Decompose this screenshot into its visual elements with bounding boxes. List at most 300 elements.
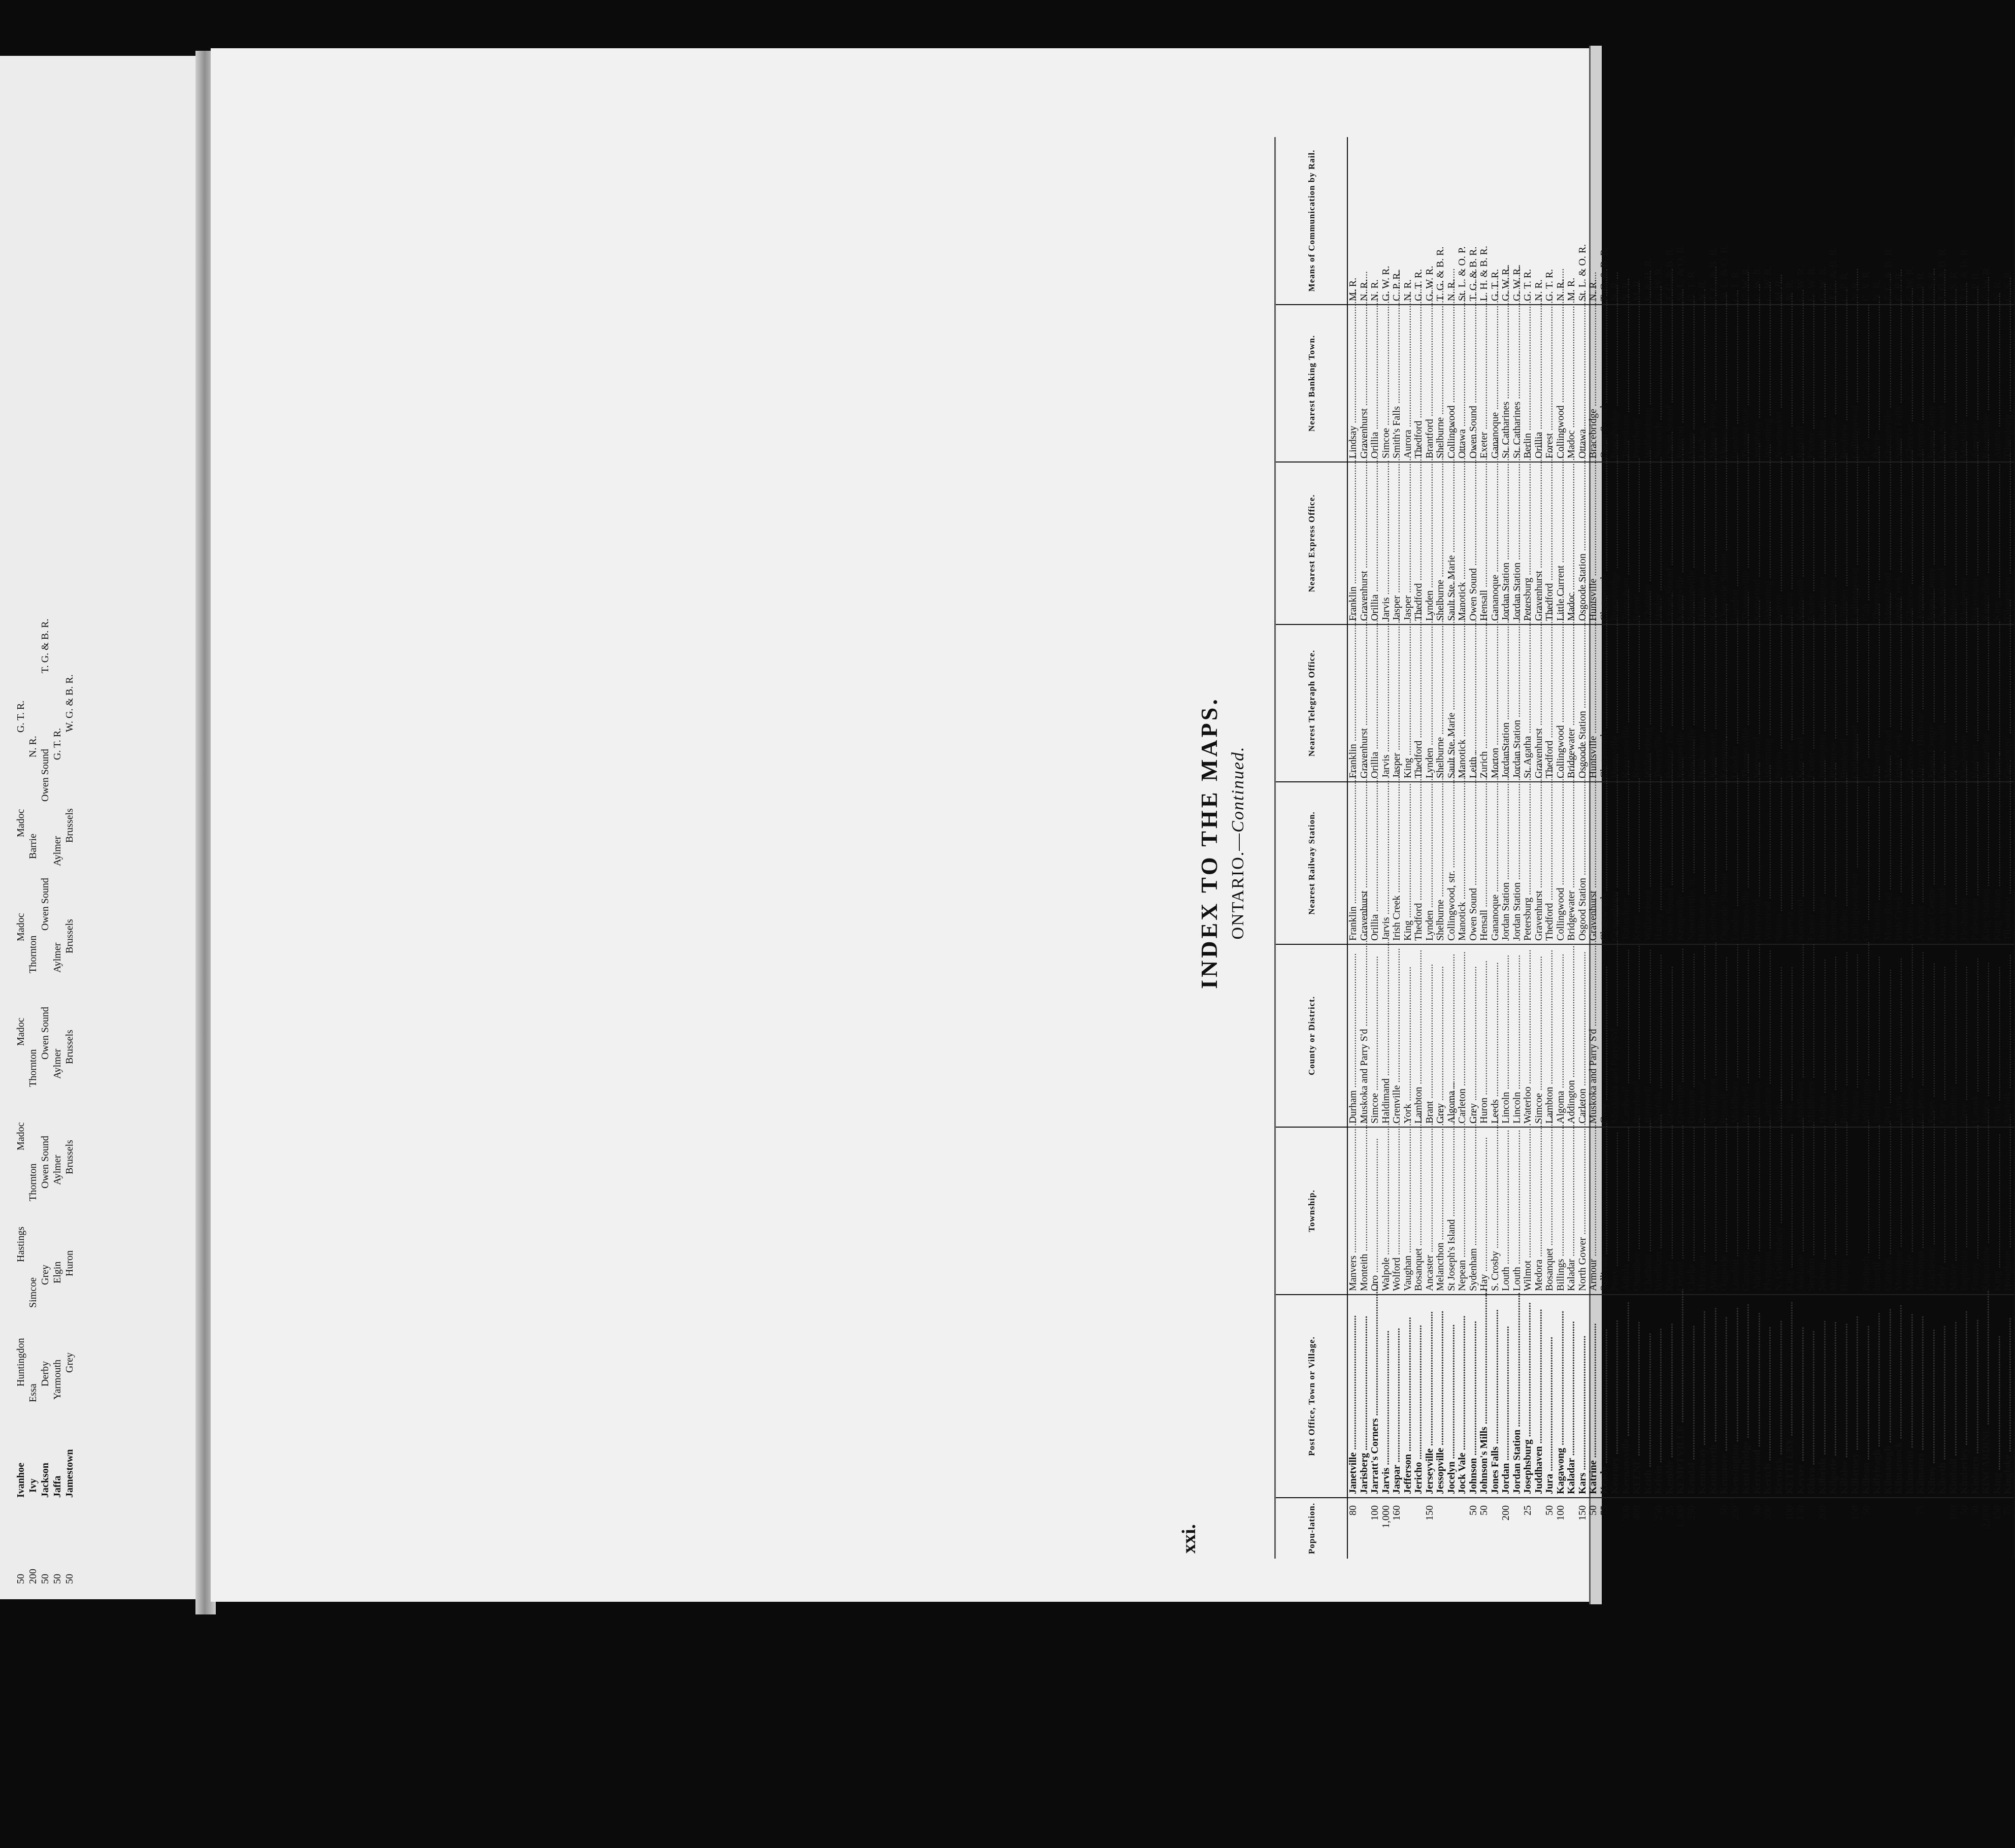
table-row — [1599, 137, 1610, 1559]
left-page-cell: Thornton — [27, 1049, 39, 1087]
cell-town: Kent Bridge ..... — [1741, 1295, 1752, 1498]
cell-telegraph-office: King ..... — [1403, 624, 1414, 782]
table-row — [1937, 137, 1948, 1559]
cell-population: 100 — [1784, 1505, 1795, 1521]
cell-banking-town: Orono ..... — [1687, 305, 1698, 462]
left-page-cell: Aylmer — [52, 942, 63, 973]
table-row — [1992, 137, 2003, 1559]
cell-rail-communication: N. R. — [1588, 137, 1599, 305]
cell-county: Grey ..... — [1599, 944, 1610, 1127]
cell-banking-town: Mount Forest ..... — [1708, 305, 1720, 462]
cell-rail-communication: T. G. & B. R. — [1435, 137, 1446, 305]
cell-railway-station: Exeter ..... — [1806, 782, 1818, 944]
cell-banking-town: Ottawa ..... — [1719, 305, 1730, 462]
cell-town: Kinburn ..... — [1970, 1295, 1981, 1498]
table-row — [1556, 137, 1567, 1559]
table-row — [1763, 137, 1774, 1559]
cell-county: Algoma ..... — [1446, 944, 1458, 1127]
cell-express-office: Jordan Station ..... — [1501, 462, 1512, 624]
cell-banking-town: Essex Centre ..... — [1927, 305, 1938, 462]
cell-population: 50 — [1719, 1505, 1730, 1515]
table-row — [1479, 137, 1490, 1559]
cell-population — [1610, 1498, 1621, 1559]
cell-express-office: Owen Sound ..... — [1937, 462, 1948, 624]
table-row — [1774, 137, 1785, 1559]
cell-telegraph-office: Kerrwood ..... — [1752, 624, 1763, 782]
cell-railway-station: Kimball ..... — [1948, 782, 1960, 944]
cell-telegraph-office: Glencoe ..... — [1905, 624, 1916, 782]
cell-express-office: Kerrwood ..... — [1752, 462, 1763, 624]
cell-township: Sullivan ..... — [1599, 1127, 1610, 1295]
cell-express-office: Shelburne ..... — [1828, 462, 1839, 624]
cell-township: Otonabee ..... — [1632, 1127, 1643, 1295]
cell-township: Stephen ..... — [1806, 1127, 1818, 1295]
cell-railway-station: Collingwood, str. ..... — [1850, 782, 1861, 944]
cell-railway-station: Glencoe ..... — [1905, 782, 1916, 944]
cell-county: York ..... — [1774, 944, 1785, 1127]
cell-population — [1697, 1498, 1708, 1559]
cell-population — [1927, 1498, 1938, 1559]
cell-town: King ..... — [1992, 1295, 2003, 1498]
cell-population: 80 — [1347, 1505, 1359, 1515]
cell-township: Clarke ..... — [1687, 1127, 1698, 1295]
cell-banking-town: Orangeville ..... — [1883, 305, 1894, 462]
cell-railway-station: Haliburton ..... — [1697, 782, 1708, 944]
cell-express-office: Jasper ..... — [1392, 462, 1403, 624]
left-page-cell: Owen Sound — [40, 878, 51, 931]
cell-rail-communication: T. G. & B. R. — [1883, 137, 1894, 305]
cell-rail-communication: St. L. & O. R. — [1675, 137, 1687, 305]
cell-banking-town: Owen Sound ..... — [1468, 305, 1479, 462]
left-page-cell: Madoc — [15, 1121, 26, 1150]
cell-express-office: Owen Sound ..... — [1665, 462, 1676, 624]
left-page-cell: Brussels — [64, 1029, 75, 1064]
cell-telegraph-office: Essex Centre ..... — [1927, 624, 1938, 782]
cell-population: 300 — [1620, 1505, 1632, 1521]
left-page-row — [40, 234, 51, 1604]
cell-township: Billings ..... — [1556, 1127, 1567, 1295]
cell-rail-communication: G. W. R. — [1381, 137, 1392, 305]
cell-telegraph-office: Owen Sound ..... — [1937, 624, 1948, 782]
cell-population: 250 — [1686, 1505, 1697, 1521]
cell-township: Mulmur ..... — [1828, 1127, 1839, 1295]
cell-railway-station: Orillia ..... — [1370, 782, 1381, 944]
cell-town: KEMPTVILLE ..... — [1675, 1295, 1687, 1498]
cell-banking-town: Smith's Falls ..... — [1392, 305, 1403, 462]
cell-county: Simcoe ..... — [1828, 944, 1839, 1127]
cell-banking-town: Thamesville ..... — [1741, 305, 1752, 462]
cell-express-office: Petersburg ..... — [1523, 462, 1534, 624]
subtitle-continued: Continued. — [1229, 746, 1247, 833]
cell-telegraph-office: Fitzroy Harbour ..... — [1915, 624, 1927, 782]
cell-telegraph-office: London ..... — [1730, 624, 1741, 782]
cell-express-office: Kemptville ..... — [1675, 462, 1687, 624]
cell-town: Jaspar ..... — [1392, 1295, 1403, 1498]
cell-express-office: Kenilworth ..... — [1708, 462, 1720, 624]
cell-county: Peterboro' ..... — [1697, 944, 1708, 1127]
cell-express-office: Thedford ..... — [1413, 462, 1425, 624]
table-row — [1915, 137, 1927, 1559]
table-row — [1643, 137, 1654, 1559]
cell-rail-communication: G. T. R. — [1523, 137, 1534, 305]
cell-town: Jerseyville ..... — [1425, 1295, 1436, 1498]
table-row — [1730, 137, 1741, 1559]
cell-railway-station: Mono Road ..... — [1883, 782, 1894, 944]
column-header-rail-communication: Means of Communication by Rail. — [1275, 137, 1348, 305]
cell-banking-town: Berlin ..... — [1523, 305, 1534, 462]
cell-county: Muskoka and Parry S'd ..... — [1588, 944, 1599, 1127]
cell-express-office: Little Current ..... — [1556, 462, 1567, 624]
cell-railway-station: Gravenhurst ..... — [1359, 782, 1370, 944]
cell-township: Kaladar ..... — [1566, 1127, 1577, 1295]
cell-township: Metcalfe ..... — [1905, 1127, 1916, 1295]
table-row — [1785, 137, 1796, 1559]
cell-population — [1512, 1498, 1523, 1559]
table-row — [1392, 137, 1403, 1559]
cell-rail-communication: N. R. — [1785, 137, 1796, 305]
left-page-cell: Grey — [64, 1352, 75, 1373]
table-row — [1981, 137, 1992, 1559]
cell-county: Middlesex ..... — [1905, 944, 1916, 1127]
cell-population: 100 — [1555, 1505, 1566, 1521]
table-row — [1796, 137, 1807, 1559]
table-row — [1425, 137, 1436, 1559]
cell-railway-station: Osgood Station ..... — [1577, 782, 1589, 944]
left-page-row — [52, 234, 63, 1604]
cell-town: Jura ..... — [1544, 1295, 1556, 1498]
cell-population: 25 — [1522, 1505, 1533, 1515]
cell-town: Killyleagh ..... — [1872, 1295, 1883, 1498]
cell-railway-station: Jordan Station ..... — [1501, 782, 1512, 944]
cell-county: Grey ..... — [1468, 944, 1479, 1127]
cell-county: Lanark ..... — [1894, 944, 1905, 1127]
cell-county: York ..... — [1403, 944, 1414, 1127]
cell-express-office: Kerrwood ..... — [1796, 462, 1807, 624]
cell-town: Johnson's Mills ..... — [1479, 1295, 1490, 1498]
cell-express-office: Sutton ..... — [1774, 462, 1785, 624]
table-row — [1610, 137, 1621, 1559]
left-page-cell: Hastings — [15, 1226, 26, 1262]
cell-railway-station: Wanstead ..... — [1763, 782, 1774, 944]
cell-rail-communication: M. R. — [1774, 137, 1785, 305]
cell-rail-communication: G. T. R. — [1413, 137, 1425, 305]
index-page — [426, 127, 2013, 1559]
table-row — [1665, 137, 1676, 1559]
cell-county: Lambton ..... — [1763, 944, 1774, 1127]
cell-rail-communication: G. T. R. — [1730, 137, 1741, 305]
cell-town: Jessopville ..... — [1435, 1295, 1446, 1498]
left-page-cell: Grey — [40, 1265, 51, 1285]
cell-telegraph-office: Zurich ..... — [1479, 624, 1490, 782]
cell-telegraph-office: Guysboro' ..... — [2003, 624, 2014, 782]
column-header-town: Post Office, Town or Village. — [1275, 1295, 1348, 1498]
cell-telegraph-office: Brigden ..... — [1948, 624, 1960, 782]
cell-county: Brant ..... — [1425, 944, 1436, 1127]
cell-rail-communication: G. W. R. — [1654, 137, 1665, 305]
cell-county: Renfrew ..... — [1839, 944, 1851, 1127]
cell-rail-communication: G. W. R. — [1512, 137, 1523, 305]
cell-town: Kearney ..... — [1610, 1295, 1621, 1498]
cell-rail-communication: N. R. — [1621, 137, 1632, 305]
cell-township: North Gower ..... — [1577, 1127, 1589, 1295]
left-page-cell: Huntingdon — [15, 1338, 26, 1387]
table-row — [1501, 137, 1512, 1559]
cell-population: 250 — [1653, 1505, 1664, 1521]
cell-population — [1534, 1498, 1545, 1559]
cell-banking-town: St. Catharines ..... — [1501, 305, 1512, 462]
cell-banking-town: Tottenham ..... — [1621, 305, 1632, 462]
cell-population: 150 — [1576, 1505, 1588, 1521]
table-row — [1850, 137, 1861, 1559]
table-row — [1818, 137, 1829, 1559]
cell-township: Melancthon ..... — [1435, 1127, 1446, 1295]
cell-express-office: Brigden ..... — [1948, 462, 1960, 624]
cell-rail-communication: St. L. & O. P. — [1457, 137, 1468, 305]
cell-population — [1883, 1498, 1894, 1559]
cell-town: Jock Vale ..... — [1457, 1295, 1468, 1498]
cell-banking-town: Collingwood ..... — [1556, 305, 1567, 462]
cell-banking-town: Renfrew ..... — [1839, 305, 1851, 462]
cell-population: 75 — [1598, 1505, 1610, 1515]
cell-town: Kendal ..... — [1687, 1295, 1698, 1498]
cell-rail-communication: N. R. — [1403, 137, 1414, 305]
cell-town: Kilmaurs ..... — [1915, 1295, 1927, 1498]
cell-town: Kerrwood ..... — [1752, 1295, 1763, 1498]
cell-county: Algoma ..... — [1850, 944, 1861, 1127]
cell-express-office: Osgoode Station ..... — [1719, 462, 1730, 624]
cell-banking-town: Shelburne ..... — [1828, 305, 1839, 462]
cell-telegraph-office: Kinburn ..... — [1970, 624, 1981, 782]
cell-telegraph-office: Newtonville ..... — [1687, 624, 1698, 782]
cell-population — [1446, 1498, 1458, 1559]
cell-township: Monteith ..... — [1359, 1127, 1370, 1295]
cell-banking-town: Lindsay ..... — [1347, 305, 1359, 462]
cell-express-office: Thamesville ..... — [1741, 462, 1752, 624]
cell-railway-station: Aurora ..... — [1785, 782, 1796, 944]
left-page-cell: Aylmer — [52, 1048, 63, 1079]
cell-telegraph-office: Thornton ..... — [1872, 624, 1883, 782]
table-body — [1347, 137, 2014, 1559]
table-row — [1446, 137, 1458, 1559]
cell-township: Nelson ..... — [1818, 1127, 1829, 1295]
column-header-banking-town: Nearest Banking Town. — [1275, 305, 1348, 462]
left-page-cell: Yarmouth — [52, 1359, 63, 1400]
cell-rail-communication: T. G. & B. R. — [1937, 137, 1948, 305]
cell-banking-town: Lindsay ..... — [1697, 305, 1708, 462]
table-row — [1872, 137, 1883, 1559]
cell-rail-communication: N. R. — [1872, 137, 1883, 305]
left-page-cell: 50 — [64, 1574, 75, 1584]
cell-rail-communication: G. T. R. — [1490, 137, 1501, 305]
cell-banking-town: Peterboro' ..... — [1632, 305, 1643, 462]
cell-telegraph-office: Morton ..... — [1490, 624, 1501, 782]
cell-telegraph-office: Wyoming ..... — [1763, 624, 1774, 782]
cell-township: Harcourt ..... — [1697, 1127, 1708, 1295]
cell-railway-station: Osgoode Station ..... — [1719, 782, 1730, 944]
cell-telegraph-office: Primrose ..... — [1828, 624, 1839, 782]
cell-railway-station: Essex Centre ..... — [1927, 782, 1938, 944]
cell-town: Kilgorie ..... — [1828, 1295, 1839, 1498]
table-row — [1828, 137, 1839, 1559]
table-row — [1512, 137, 1523, 1559]
cell-railway-station: Keene ..... — [1632, 782, 1643, 944]
cell-banking-town: Arnprior ..... — [1970, 305, 1981, 462]
table-row — [1654, 137, 1665, 1559]
cell-express-office: Manotick ..... — [1457, 462, 1468, 624]
cell-express-office: Mono Road ..... — [1883, 462, 1894, 624]
cell-express-office: Cobden ..... — [1839, 462, 1851, 624]
table-row — [1708, 137, 1720, 1559]
cell-county: Grenville ..... — [1675, 944, 1687, 1127]
table-row — [2003, 137, 2014, 1559]
cell-population — [1741, 1498, 1752, 1559]
cell-telegraph-office: Manotick ..... — [1457, 624, 1468, 782]
column-header-express-office: Nearest Express Office. — [1275, 462, 1348, 624]
cell-county: Middlesex ..... — [1752, 944, 1763, 1127]
cell-rail-communication: G. W. R. — [1752, 137, 1763, 305]
cell-town: Keith ..... — [1643, 1295, 1654, 1498]
cell-express-office: Galt ..... — [1861, 462, 1872, 624]
cell-express-office: Essex Centre ..... — [1927, 462, 1938, 624]
cell-county: Middlesex ..... — [1730, 944, 1741, 1127]
cell-telegraph-office: Jarvis ..... — [1381, 624, 1392, 782]
cell-express-office: King ..... — [1992, 462, 2003, 624]
cell-township: King ..... — [1785, 1127, 1796, 1295]
cell-town: Johnson ..... — [1468, 1295, 1479, 1498]
table-row — [1632, 137, 1643, 1559]
cell-banking-town: Shelburne ..... — [1435, 305, 1446, 462]
cell-express-office: Shelburne ..... — [1435, 462, 1446, 624]
cell-rail-communication: C. S. R. — [1927, 137, 1938, 305]
cell-telegraph-office: Thedford ..... — [1544, 624, 1556, 782]
cell-express-office: Haliburton ..... — [1697, 462, 1708, 624]
left-page-cell: Barrie — [27, 834, 39, 860]
cell-express-office: Wyoming ..... — [1763, 462, 1774, 624]
cell-express-office: Harley ..... — [1654, 462, 1665, 624]
cell-express-office: Gravenhurst ..... — [1359, 462, 1370, 624]
cell-town: Jefferson ..... — [1403, 1295, 1414, 1498]
cell-township: Walpole ..... — [1381, 1127, 1392, 1295]
cell-town: Keady ..... — [1599, 1295, 1610, 1498]
cell-railway-station: Manotick ..... — [1457, 782, 1468, 944]
cell-railway-station: Irish Creek ..... — [1392, 782, 1403, 944]
cell-town: Josephsburg ..... — [1523, 1295, 1534, 1498]
cell-banking-town: Orillia ..... — [1370, 305, 1381, 462]
left-page-cell: Owen Sound — [40, 749, 51, 802]
cell-railway-station: Gravenhurst ..... — [1588, 782, 1599, 944]
cell-telegraph-office: Mono Road ..... — [1883, 624, 1894, 782]
cell-population — [1435, 1498, 1446, 1559]
table-row — [1741, 137, 1752, 1559]
cell-county: Essex ..... — [1927, 944, 1938, 1127]
cell-banking-town: Orillia ..... — [1534, 305, 1545, 462]
cell-banking-town: Norwich ..... — [1654, 305, 1665, 462]
cell-township: Plympton ..... — [1763, 1127, 1774, 1295]
cell-town: Kilmarnock ..... — [1894, 1295, 1905, 1498]
cell-express-office: Thornton ..... — [1872, 462, 1883, 624]
left-page-cell: Brussels — [64, 808, 75, 843]
cell-township: Adelaide ..... — [1752, 1127, 1763, 1295]
cell-express-office: Arnprior ..... — [1915, 462, 1927, 624]
cell-express-office: Bracebridge ..... — [1610, 462, 1621, 624]
left-page-cell: N. R. — [27, 736, 39, 758]
cell-telegraph-office: Chatsworth ..... — [1599, 624, 1610, 782]
cell-town: Killaloe ..... — [1839, 1295, 1851, 1498]
cell-population: 50 — [1860, 1505, 1872, 1515]
left-page-cell: Thornton — [27, 1163, 39, 1201]
column-header-county: County or District. — [1275, 944, 1348, 1127]
cell-telegraph-office: Gravenhurst ..... — [1534, 624, 1545, 782]
cell-express-office: Tilsonburg ..... — [2003, 462, 2014, 624]
cell-railway-station: Kemptville ..... — [1675, 782, 1687, 944]
cell-town: Jarvis ..... — [1381, 1295, 1392, 1498]
cell-township: Louth ..... — [1501, 1127, 1512, 1295]
cell-telegraph-office: Kerrwood ..... — [1796, 624, 1807, 782]
cell-rail-communication: M. R. — [1632, 137, 1643, 305]
cell-railway-station: Collingwood, str. ..... — [1446, 782, 1458, 944]
left-page-cell: G. T. R. — [15, 701, 26, 733]
left-page-cell: G. T. R. — [52, 728, 63, 761]
cell-county: Simcoe ..... — [1370, 944, 1381, 1127]
cell-rail-communication: St. L. & O. R. — [1719, 137, 1730, 305]
cell-banking-town: Ottawa ..... — [1577, 305, 1589, 462]
cell-rail-communication: N. R. — [1446, 137, 1458, 305]
cell-township: Nepean ..... — [1457, 1127, 1468, 1295]
cell-banking-town: Hamilton ..... — [1818, 305, 1829, 462]
cell-rail-communication: L. H. & B. R. — [1479, 137, 1490, 305]
cell-express-office: Chatham ..... — [1643, 462, 1654, 624]
index-table — [1274, 137, 2015, 1559]
cell-rail-communication: N. R. — [1370, 137, 1381, 305]
cell-telegraph-office: St. Agatha ..... — [1523, 624, 1534, 782]
cell-township: Armour ..... — [1588, 1127, 1599, 1295]
table-row — [1927, 137, 1938, 1559]
cell-express-office: Pakenham ..... — [1970, 462, 1981, 624]
cell-town: Jarratt's Corners ..... — [1370, 1295, 1381, 1498]
cell-banking-town: Bracebridge ..... — [1610, 305, 1621, 462]
cell-township: Oro ..... — [1370, 1127, 1381, 1295]
cell-express-office: Madoc ..... — [1566, 462, 1577, 624]
cell-town: Kars ..... — [1577, 1295, 1589, 1498]
cell-telegraph-office: Wallaceburg ..... — [1643, 624, 1654, 782]
cell-town: Khiva ..... — [1806, 1295, 1818, 1498]
cell-telegraph-office: Keene ..... — [1632, 624, 1643, 782]
cell-population: 150 — [1991, 1505, 2003, 1521]
cell-railway-station: Flesherton ..... — [1959, 782, 1970, 944]
cell-banking-town: Barrie ..... — [1872, 305, 1883, 462]
left-page-cell: Derby — [40, 1361, 51, 1387]
cell-county: Middlesex ..... — [1796, 944, 1807, 1127]
left-page-cell: Simcoe — [27, 1277, 39, 1308]
cell-railway-station: Harley ..... — [1654, 782, 1665, 944]
cell-telegraph-office: Bridgewater ..... — [1566, 624, 1577, 782]
cell-county: Grenville ..... — [1392, 944, 1403, 1127]
cell-county: Simcoe ..... — [1872, 944, 1883, 1127]
cell-township: Torbolton ..... — [1915, 1127, 1927, 1295]
cell-banking-town: Gananoque ..... — [1490, 305, 1501, 462]
cell-banking-town: Strathroy ..... — [1752, 305, 1763, 462]
left-page-cell: Jaffa — [52, 1475, 63, 1498]
cell-telegraph-office: Lynden ..... — [1425, 624, 1436, 782]
cell-rail-communication: M. R. — [1347, 137, 1359, 305]
cell-population — [1839, 1498, 1851, 1559]
cell-railway-station: Owen Sound ..... — [1468, 782, 1479, 944]
cell-township: Windham ..... — [1654, 1127, 1665, 1295]
cell-telegraph-office: JordanStation ..... — [1501, 624, 1512, 782]
left-page-cell: Jamestown — [64, 1449, 75, 1498]
cell-township: Innisfil ..... — [1872, 1127, 1883, 1295]
cell-rail-communication: G. W. R. — [1763, 137, 1774, 305]
